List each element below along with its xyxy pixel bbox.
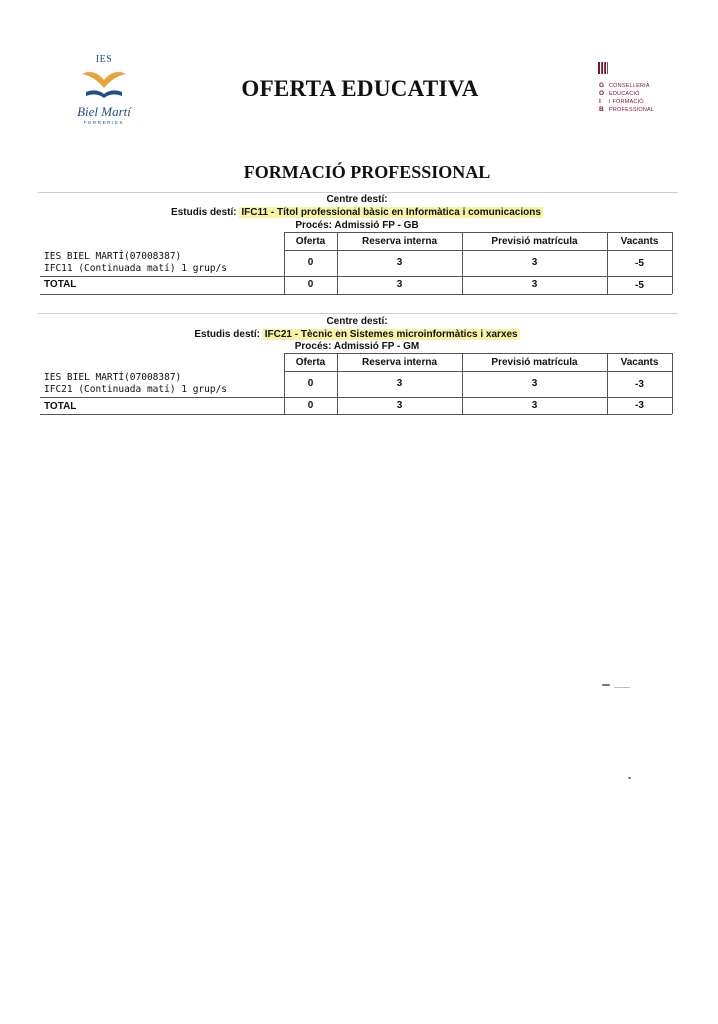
goib-line: I FORMACIÓ (609, 99, 644, 105)
logo-school-name: Biel Martí (77, 104, 131, 119)
total-label: TOTAL (44, 279, 77, 290)
row-oferta: 0 (307, 378, 314, 389)
goib-logo (594, 62, 684, 122)
row-group-name: IFC21 (Continuada matí) 1 grup/s (44, 384, 228, 395)
estudis-label: Estudis destí: (171, 207, 237, 218)
row-centre-name: IES BIEL MARTÍ(07008387) (44, 251, 182, 262)
row-oferta: 0 (307, 257, 314, 268)
estudis-desti (40, 207, 674, 219)
open-book-icon (80, 66, 128, 102)
scan-speck (628, 777, 631, 779)
goib-line: EDUCACIÓ (609, 91, 640, 97)
row-reserva-interna: 3 (396, 257, 403, 268)
total-vacants: -5 (635, 280, 644, 291)
separator (38, 313, 678, 314)
total-previsio-matricula: 3 (531, 279, 538, 290)
goib-line: CONSELLERIA (609, 83, 650, 89)
centre-desti-label: Centre destí: (326, 194, 388, 205)
goib-letter: O (599, 90, 605, 97)
row-previsio-matricula: 3 (531, 257, 538, 268)
centre-desti-label: Centre destí: (326, 316, 388, 327)
col-vacants: Vacants (620, 357, 659, 368)
total-reserva-interna: 3 (396, 400, 403, 411)
estudis-value: IFC21 - Tècnic en Sistemes microinformàtics i xarxes (264, 329, 518, 340)
goib-letter: B (599, 106, 604, 113)
total-oferta: 0 (307, 279, 314, 290)
section-title: FORMACIÓ PROFESSIONAL (243, 162, 491, 182)
row-centre-name: IES BIEL MARTÍ(07008387) (44, 372, 182, 383)
row-reserva-interna: 3 (396, 378, 403, 389)
estudis-label: Estudis destí: (194, 329, 260, 340)
row-vacants: -5 (635, 258, 644, 269)
total-oferta: 0 (307, 400, 314, 411)
logo-ies-text: IES (95, 54, 113, 65)
goib-line: PROFESSIONAL (609, 107, 655, 113)
total-label: TOTAL (44, 401, 77, 412)
goib-text (609, 82, 689, 114)
col-previsio-matricula: Previsió matrícula (491, 357, 578, 368)
col-previsio-matricula: Previsió matrícula (491, 236, 578, 247)
proces-label: Procés: Admissió FP - GB (295, 220, 419, 231)
goib-letter: G (599, 82, 605, 89)
proces-label: Procés: Admissió FP - GM (294, 341, 420, 352)
estudis-value: IFC11 - Títol professional bàsic en Informàtica i comunicacions (241, 207, 541, 218)
total-reserva-interna: 3 (396, 279, 403, 290)
goib-letter: I (599, 98, 601, 105)
col-oferta: Oferta (295, 357, 326, 368)
logo-town: FERRERIES (83, 120, 125, 125)
crest-icon (598, 62, 608, 74)
row-group-name: IFC11 (Continuada matí) 1 grup/s (44, 263, 228, 274)
ies-biel-marti-logo (66, 54, 142, 126)
row-vacants: -3 (635, 379, 644, 390)
separator (38, 192, 678, 193)
col-reserva-interna: Reserva interna (361, 357, 438, 368)
row-previsio-matricula: 3 (531, 378, 538, 389)
col-reserva-interna: Reserva interna (361, 236, 438, 247)
scan-speck (602, 684, 610, 686)
goib-letters (599, 82, 607, 114)
scan-speck (614, 687, 630, 688)
col-vacants: Vacants (620, 236, 659, 247)
estudis-desti (40, 329, 674, 341)
col-oferta: Oferta (295, 236, 326, 247)
total-previsio-matricula: 3 (531, 400, 538, 411)
page-title: OFERTA EDUCATIVA (241, 76, 479, 101)
total-vacants: -3 (635, 400, 644, 411)
